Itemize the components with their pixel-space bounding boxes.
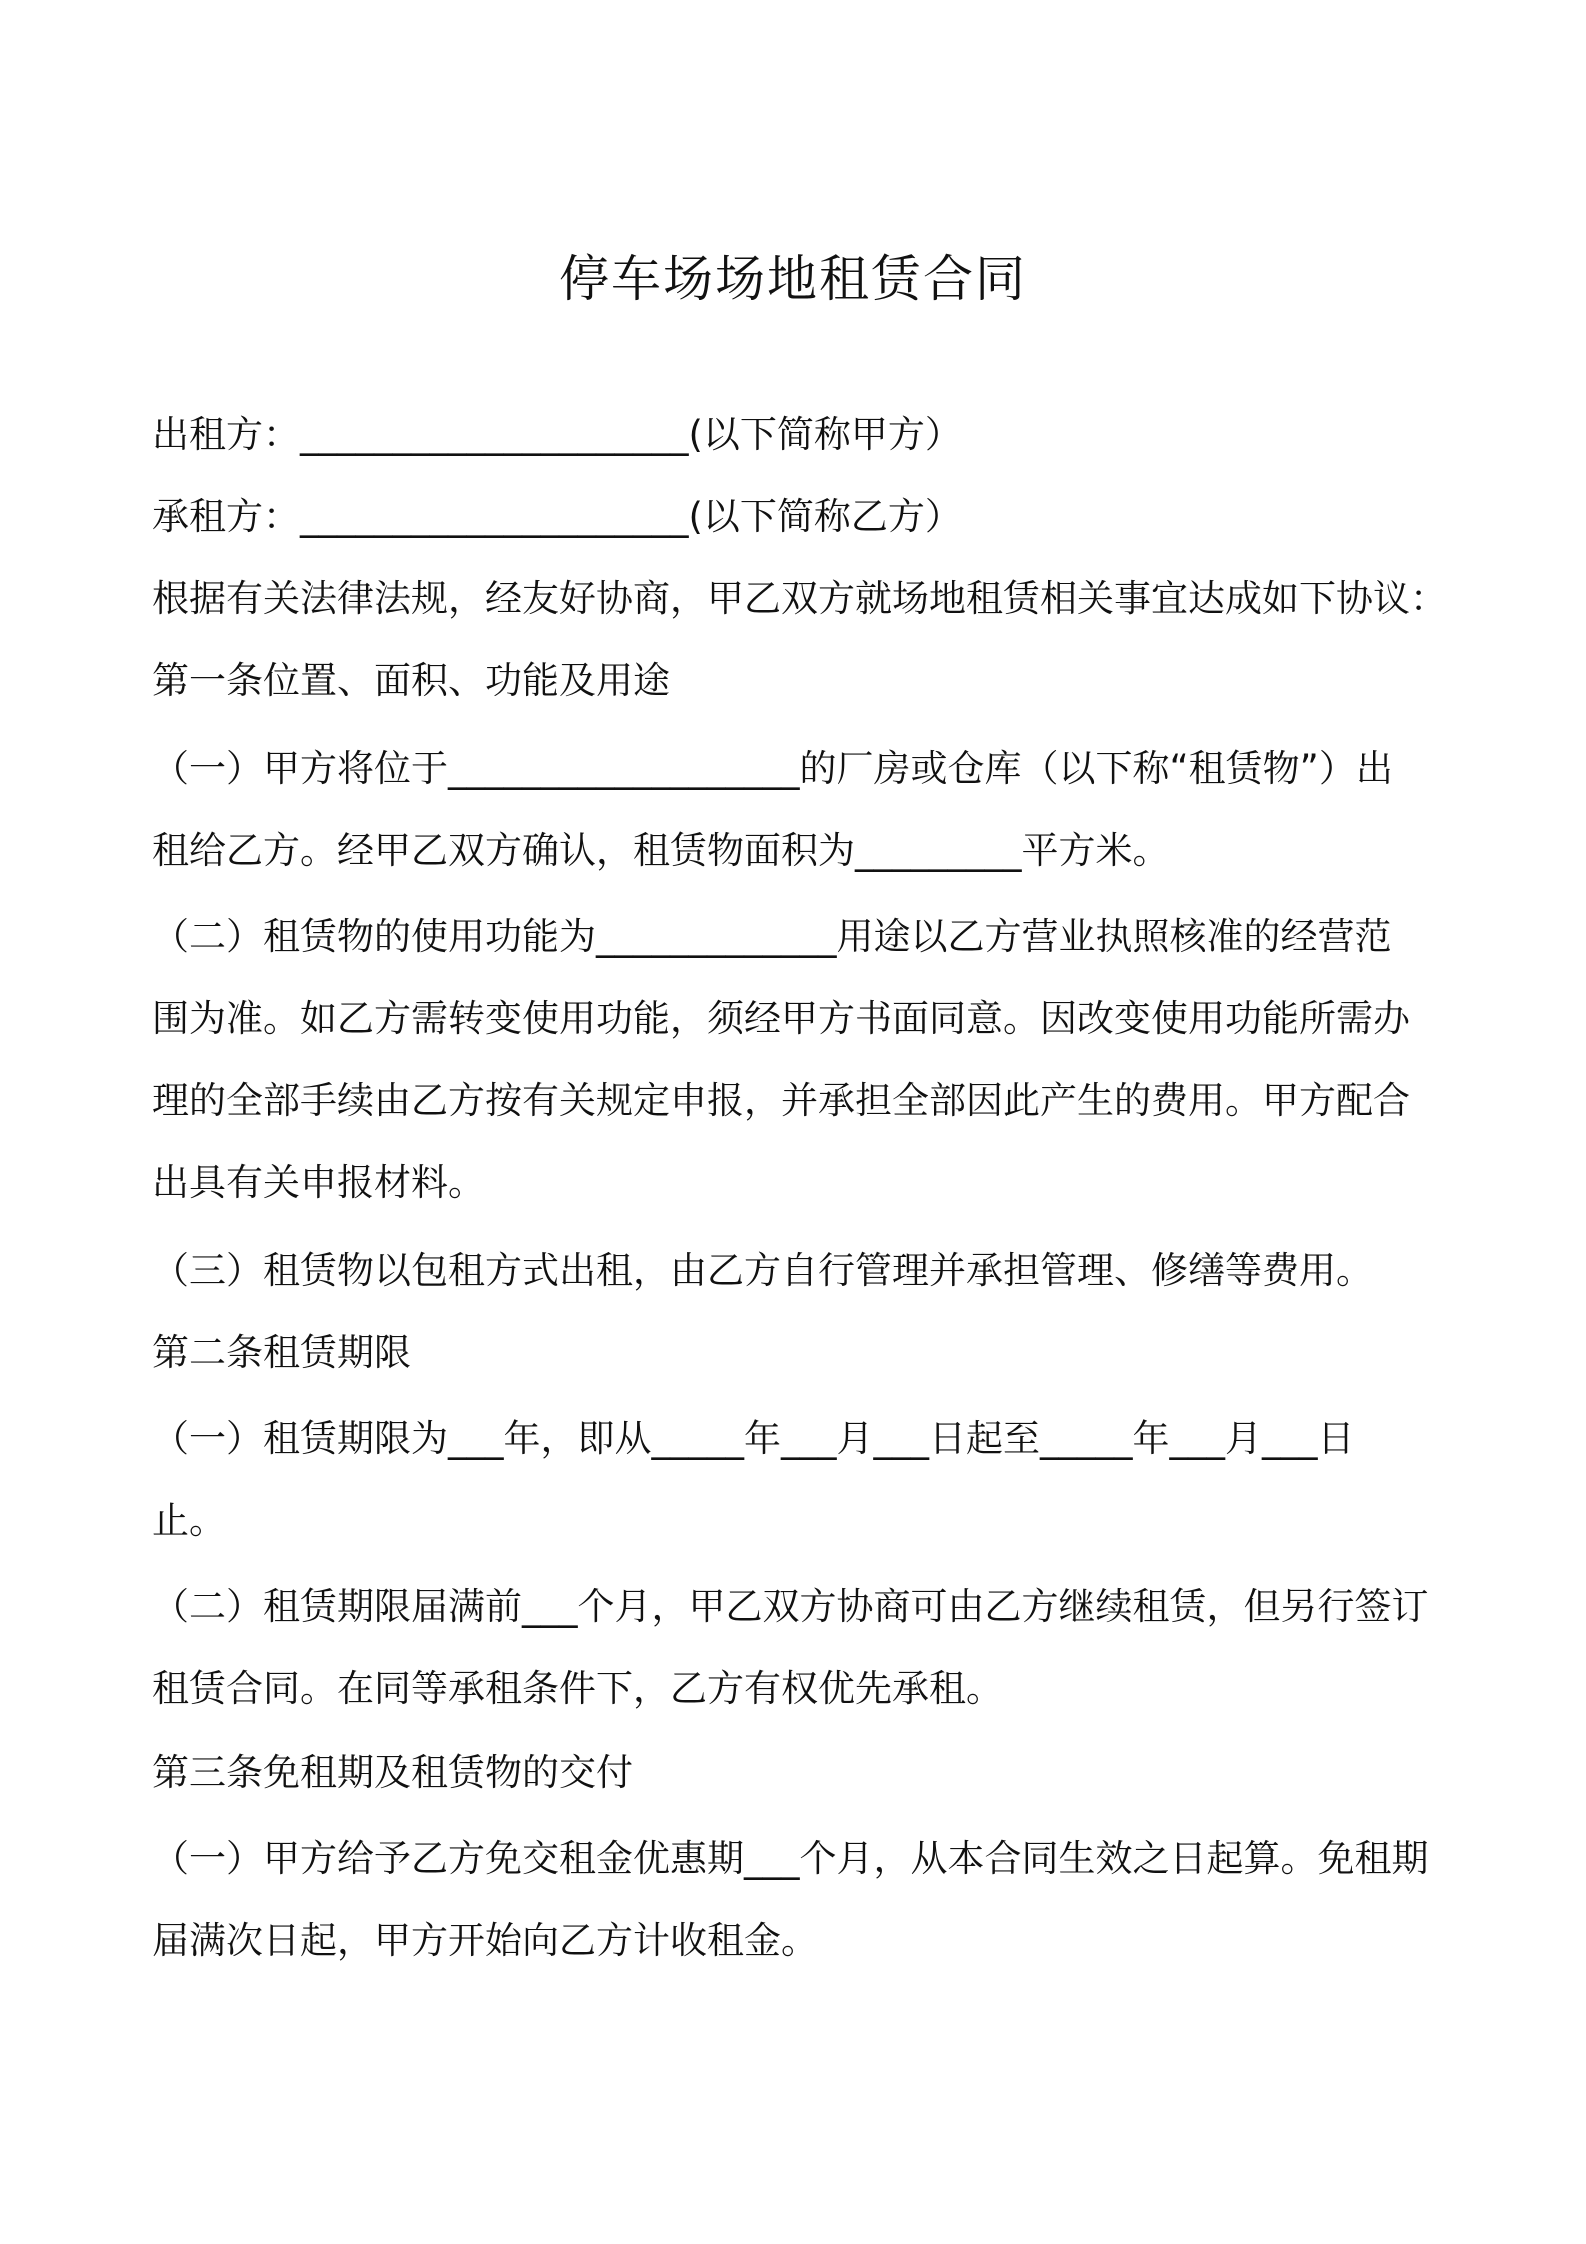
article-1-clause-2-line-2: 围为准。如乙方需转变使用功能，须经甲方书面同意。因改变使用功能所需办: [152, 997, 1410, 1040]
article-2-clause-1-line-2: 止。: [152, 1499, 226, 1542]
document-title: 停车场场地租赁合同: [559, 249, 1027, 308]
article-1-clause-2-line-4: 出具有关申报材料。: [152, 1161, 485, 1204]
lessee-line: 承租方：_____________________(以下简称乙方）: [152, 495, 962, 538]
article-1-clause-2-line-1: （二）租赁物的使用功能为_____________用途以乙方营业执照核准的经营范: [152, 915, 1392, 958]
article-3-clause-1-line-1: （一）甲方给予乙方免交租金优惠期___个月，从本合同生效之日起算。免租期: [152, 1837, 1429, 1880]
article-3-clause-1-line-2: 届满次日起，甲方开始向乙方计收租金。: [152, 1919, 818, 1962]
article-1-clause-1-line-1: （一）甲方将位于___________________的厂房或仓库（以下称“租赁物”）出: [152, 747, 1393, 790]
article-1-clause-2-line-3: 理的全部手续由乙方按有关规定申报，并承担全部因此产生的费用。甲方配合: [152, 1079, 1410, 1122]
lessor-line: 出租方：_____________________(以下简称甲方）: [152, 413, 962, 456]
preamble: 根据有关法律法规，经友好协商，甲乙双方就场地租赁相关事宜达成如下协议：: [152, 577, 1447, 620]
article-2-heading: 第二条租赁期限: [152, 1331, 411, 1374]
article-1-heading: 第一条位置、面积、功能及用途: [152, 659, 670, 702]
article-1-clause-3: （三）租赁物以包租方式出租，由乙方自行管理并承担管理、修缮等费用。: [152, 1249, 1373, 1292]
article-2-clause-1-line-1: （一）租赁期限为___年，即从_____年___月___日起至_____年___月___日: [152, 1417, 1355, 1460]
article-2-clause-2-line-1: （二）租赁期限届满前___个月，甲乙双方协商可由乙方继续租赁，但另行签订: [152, 1585, 1429, 1628]
article-3-heading: 第三条免租期及租赁物的交付: [152, 1751, 633, 1794]
article-1-clause-1-line-2: 租给乙方。经甲乙双方确认，租赁物面积为_________平方米。: [152, 829, 1170, 872]
article-2-clause-2-line-2: 租赁合同。在同等承租条件下，乙方有权优先承租。: [152, 1667, 1003, 1710]
